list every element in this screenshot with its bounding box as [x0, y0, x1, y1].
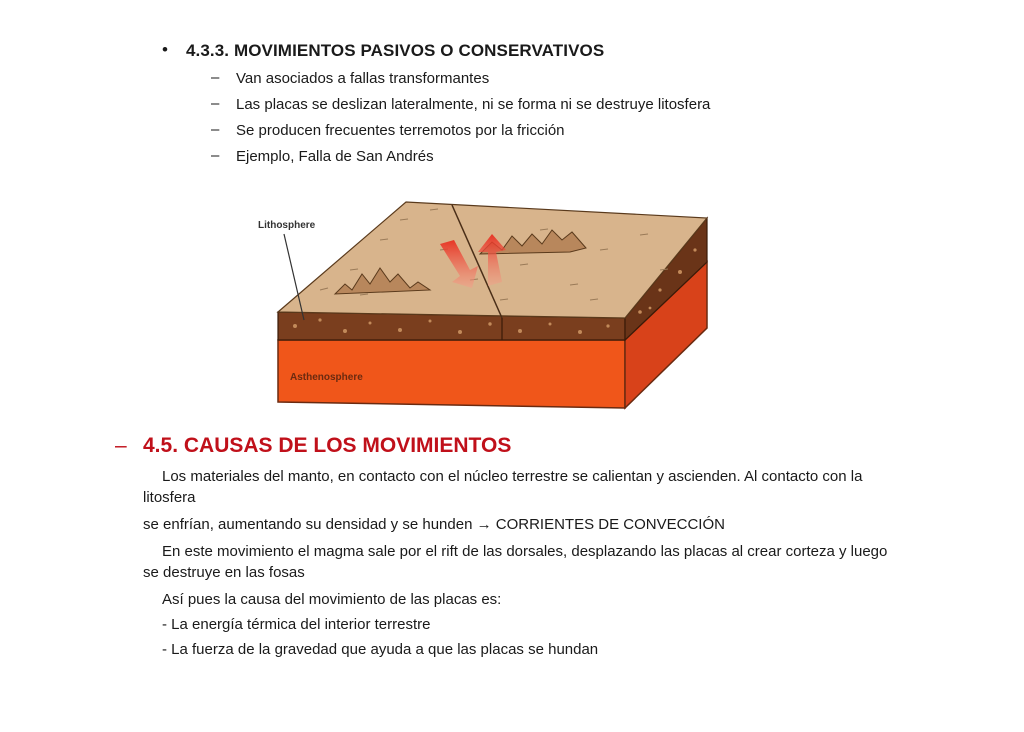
- paragraph-2-text: se enfrían, aumentando su densidad y se hunden: [143, 516, 473, 533]
- section-45-title: 4.5. CAUSAS DE LOS MOVIMIENTOS: [143, 434, 512, 457]
- section-433-title: 4.3.3. MOVIMIENTOS PASIVOS O CONSERVATIVOS: [186, 41, 605, 60]
- list-item-4: Ejemplo, Falla de San Andrés: [236, 148, 434, 165]
- dash-marker: –: [115, 434, 127, 457]
- convection-currents-label: CORRIENTES DE CONVECCIÓN: [495, 516, 725, 533]
- paragraph-1-line-2: litosfera: [143, 489, 196, 506]
- list-item-2: Las placas se deslizan lateralmente, ni se forma ni se destruye litosfera: [236, 96, 711, 113]
- lithosphere-label: Lithosphere: [258, 220, 316, 231]
- list-item-3: Se producen frecuentes terremotos por la fricción: [236, 122, 565, 139]
- bullet-dot: •: [162, 40, 168, 59]
- asthenosphere-label: Asthenosphere: [290, 372, 363, 383]
- right-arrow-icon: →: [476, 516, 492, 533]
- paragraph-3-line-2: se destruye en las fosas: [143, 564, 305, 581]
- dash-marker: –: [211, 69, 220, 86]
- cause-item-1: - La energía térmica del interior terrestre: [162, 616, 431, 633]
- transform-fault-diagram: [240, 190, 740, 415]
- dash-marker: –: [211, 147, 220, 164]
- dash-marker: –: [211, 95, 220, 112]
- paragraph-2: [143, 514, 725, 535]
- cause-item-2: - La fuerza de la gravedad que ayuda a que las placas se hundan: [162, 641, 599, 658]
- paragraph-1-line-1: Los materiales del manto, en contacto con el núcleo terrestre se calientan y ascienden. Al contacto con la: [162, 468, 863, 485]
- paragraph-4: Así pues la causa del movimiento de las placas es:: [162, 591, 502, 608]
- list-item-1: Van asociados a fallas transformantes: [236, 70, 490, 87]
- dash-marker: –: [211, 121, 220, 138]
- paragraph-3-line-1: En este movimiento el magma sale por el rift de las dorsales, desplazando las placas al crear corteza y luego: [162, 543, 888, 560]
